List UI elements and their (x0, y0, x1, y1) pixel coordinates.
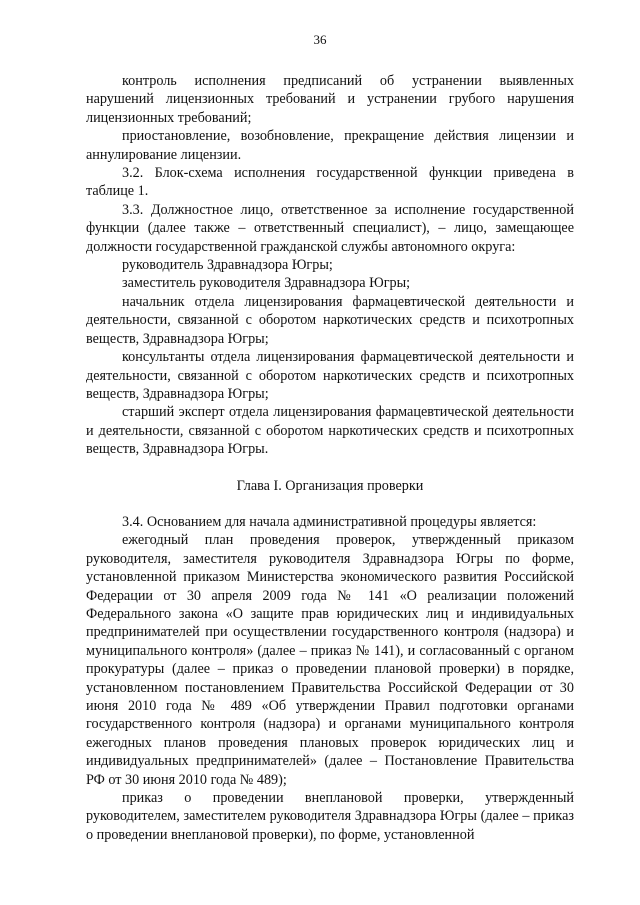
list-item: консультанты отдела лицензирования фармацевтической деятельности и деятельности, связанной с оборотом наркотических средств и психотропных веществ, Здравнадзора Югры; (86, 349, 574, 402)
paragraph: приостановление, возобновление, прекращение действия лицензии и аннулирование лицензии. (86, 128, 574, 163)
document-body (86, 72, 574, 844)
page-number: 36 (313, 32, 327, 47)
list-item: начальник отдела лицензирования фармацевтической деятельности и деятельности, связанной с оборотом наркотических средств и психотропных веществ, Здравнадзора Югры; (86, 293, 574, 347)
paragraph: ежегодный план проведения проверок, утвержденный приказом руководителя, заместителя руководителя Здравнадзора Югры по форме, установленной приказом Министерства экономического развития Российской Федерации от 30 апреля 2009 года № 141 «О реализации положений Федерального закона «О защите прав юридических лиц и индивидуальных предпринимателей при осуществлении государственного контроля (надзора) и муниципального контроля» (далее – приказ № 141), и согласованный с органом прокуратуры (далее – приказ о проведении плановой проверки) в порядке, установленном постановлением Правительства Российской Федерации от 30 июня 2010 года № 489 «Об утверждении Правил подготовки органами государственного контроля (надзора) и органами муниципального контроля ежегодных планов проведения плановых проверок юридических лиц и индивидуальных предпринимателей» (далее – Постановление Правительства РФ от 30 июня 2010 года № 489); (86, 532, 574, 788)
paragraph: приказ о проведении внеплановой проверки, утвержденный руководителем, заместителем руководителя Здравнадзора Югры (далее – приказ о проведении внеплановой проверки), по форме, установленной (86, 790, 574, 843)
paragraph: контроль исполнения предписаний об устранении выявленных нарушений лицензионных требований и устранении грубого нарушения лицензионных требований; (86, 73, 574, 126)
chapter-heading: Глава I. Организация проверки (236, 477, 424, 494)
list-item: старший эксперт отдела лицензирования фармацевтической деятельности и деятельности, связанной с оборотом наркотических средств и психотропных веществ, Здравнадзора Югры. (86, 404, 574, 458)
paragraph: 3.3. Должностное лицо, ответственное за исполнение государственной функции (далее также – ответственный специалист), – лицо, замещающее должности государственной гражданской службы автономного округа: (86, 201, 574, 255)
paragraph: 3.2. Блок-схема исполнения государственной функции приведена в таблице 1. (86, 165, 574, 200)
paragraph: 3.4. Основанием для начала административной процедуры является: (122, 513, 537, 530)
list-item: заместитель руководителя Здравнадзора Югры; (122, 275, 411, 292)
list-item: руководитель Здравнадзора Югры; (122, 257, 333, 274)
